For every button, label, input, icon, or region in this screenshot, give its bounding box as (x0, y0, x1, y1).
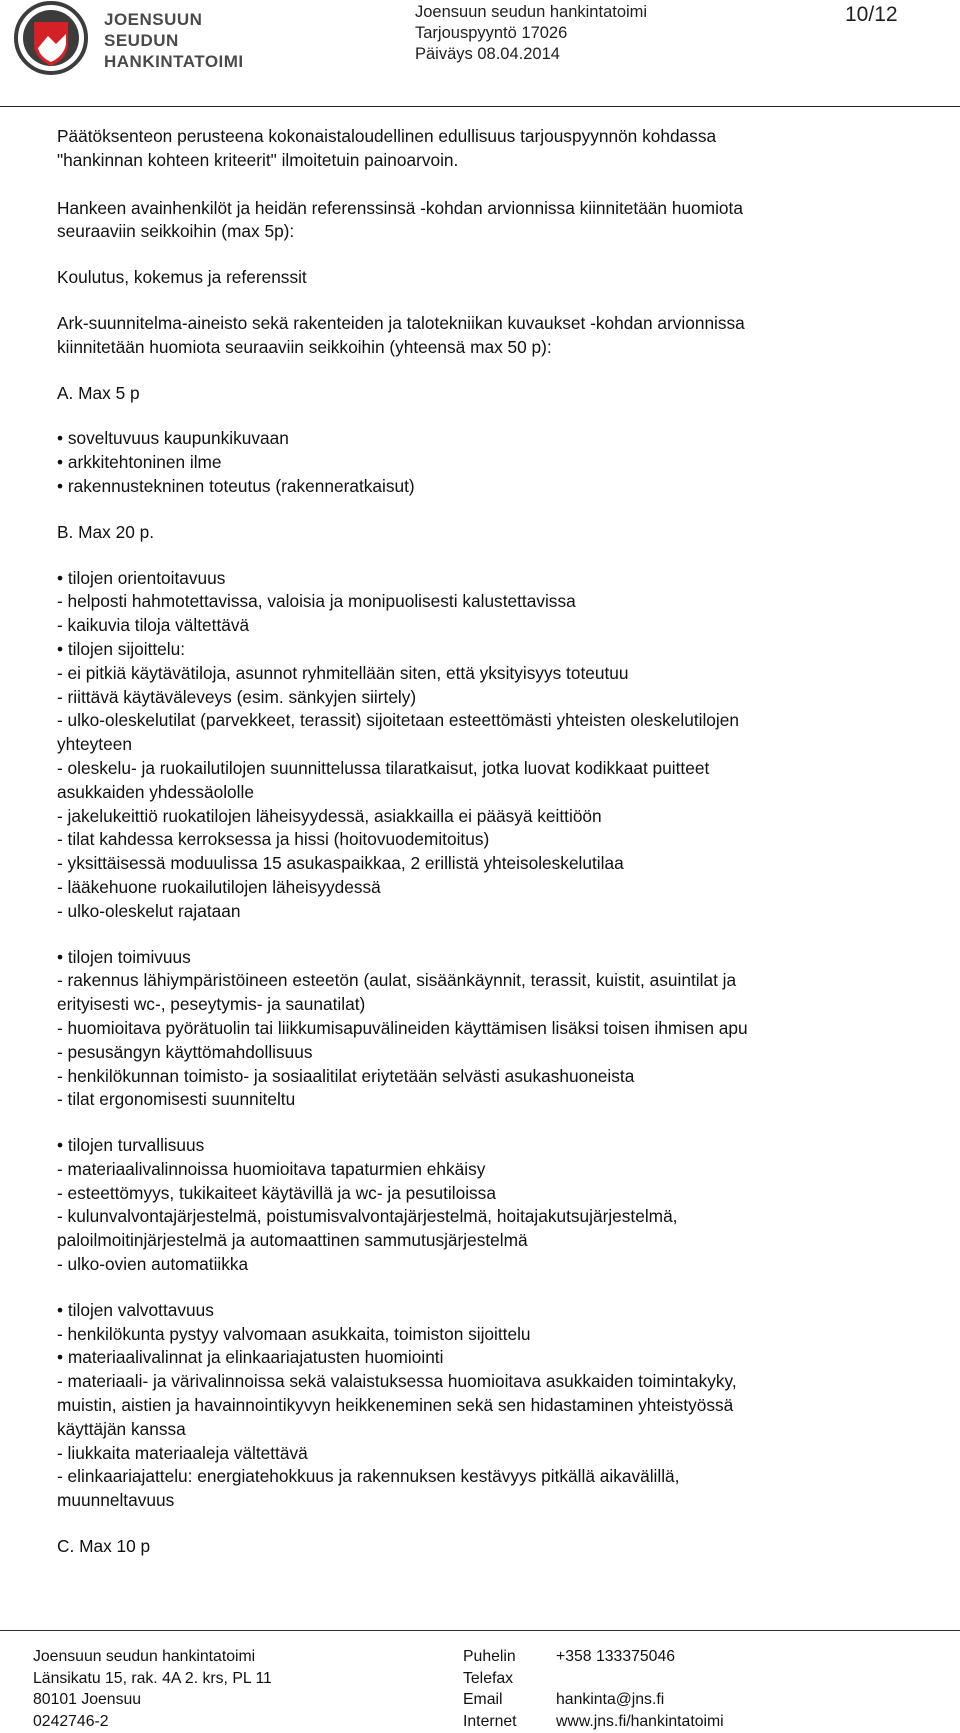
footer-divider (0, 1630, 960, 1631)
header-org: Joensuun seudun hankintatoimi (415, 3, 648, 21)
paragraph-ark-plan: Ark-suunnitelma-aineisto sekä rakenteiden ja talotekniikan kuvaukset -kohdan arvionnissa kiinnitetään huomiota seuraaviin seikkoihin (yhteensä max 50 p): (57, 312, 745, 357)
paragraph-education: Koulutus, kokemus ja referenssit (57, 267, 307, 288)
header-tender: Tarjouspyyntö 17026 (415, 24, 568, 42)
paragraph-key-persons: Hankeen avainhenkilöt ja heidän referenssinsä -kohdan arvionnissa kiinnitetään huomiota seuraaviin seikkoihin (max 5p): (57, 197, 743, 242)
section-b-orientation: • tilojen orientoitavuus - helposti hahmotettavissa, valoisia ja monipuolisesti kalustettavissa - kaikuvia tiloja vältettävä • tilojen sijoittelu: - ei pitkiä käytävätiloja, asunnot ryhmitellään siten, että yksityisyys toteutuu - riittävä käytäväleveys (esim. sänkyjen siirtely) - ulko-oleskelutilat (parvekkeet, terassit) sijoitetaan esteettömästi yhteisten oleskelutilojen yhteyteen - oleskelu- ja ruokailutilojen suunnittelussa tilaratkaisut, jotka luovat kodikkaat puitteet asukkaiden yhdessäololle - jakelukeittiö ruokatilojen läheisyydessä, asiakkailla ei pääsyä keittiöön - tilat kahdessa kerroksessa ja hissi (hoitovuodemitoitus) - yksittäisessä moduulissa 15 asukaspaikkaa, 2 erillistä yhteisoleskelutilaa - lääkehuone ruokailutilojen läheisyydessä - ulko-oleskelut rajataan (57, 567, 739, 921)
footer-address-line: Länsikatu 15, rak. 4A 2. krs, PL 11 (33, 1669, 272, 1687)
organization-logo (12, 0, 244, 78)
section-b-functionality: • tilojen toimivuus - rakennus lähiympäristöineen esteetön (aulat, sisäänkäynnit, terassit, kuistit, asuintilat ja erityisesti wc-, peseytymis- ja saunatilat) - huomioitava pyörätuolin tai liikkumisapuvälineiden käyttämisen lisäksi toisen ihmisen apu - pesusängyn käyttömahdollisuus - henkilökunnan toimisto- ja sosiaalitilat eriytetään selvästi asukashuoneista - tilat ergonomisesti suunniteltu (57, 946, 748, 1110)
footer-label-fax: Telefax (463, 1669, 514, 1687)
footer-address-line: 80101 Joensuu (33, 1691, 142, 1709)
logo-emblem-icon (12, 0, 92, 78)
page-number: 10/12 (845, 3, 898, 26)
footer-contact-labels (463, 1646, 517, 1733)
footer-label-email: Email (463, 1691, 503, 1709)
section-b-safety: • tilojen turvallisuus - materiaalivalinnoissa huomioitava tapaturmien ehkäisy - esteettömyys, tukikaiteet käytävillä ja wc- ja pesutiloissa - kulunvalvontajärjestelmä, poistumisvalvontajärjestelmä, hoitajakutsujärjestelmä, paloilmoitinjärjestelmä ja automaattinen sammutusjärjestelmä - ulko-ovien automatiikka (57, 1135, 678, 1275)
section-b-title: B. Max 20 p. (57, 521, 155, 542)
header-divider (0, 106, 960, 107)
section-a-title: A. Max 5 p (57, 382, 140, 403)
footer-label-internet: Internet (463, 1713, 517, 1731)
header-info (415, 2, 647, 65)
footer-fax-value (556, 1668, 724, 1690)
header-date: Päiväys 08.04.2014 (415, 45, 560, 63)
footer-phone-value: +358 133375046 (556, 1648, 676, 1665)
footer-label-phone: Puhelin (463, 1648, 516, 1665)
logo-line-2: SEUDUN (104, 31, 179, 50)
section-a-list: • soveltuvuus kaupunkikuvaan • arkkitehtoninen ilme • rakennustekninen toteutus (rakenneratkaisut) (57, 428, 415, 496)
paragraph-decision-basis: Päätöksenteon perusteena kokonaistaloudellinen edullisuus tarjouspyynnön kohdassa "hankinnan kohteen kriteerit" ilmoitetuin painoarvoin. (57, 126, 717, 170)
logo-line-1: JOENSUUN (104, 10, 203, 29)
footer-address-line: Joensuun seudun hankintatoimi (33, 1648, 256, 1665)
footer-address-line: 0242746-2 (33, 1713, 109, 1731)
section-c-title: C. Max 10 p (57, 1536, 151, 1557)
logo-wordmark (104, 9, 244, 72)
section-b-supervision: • tilojen valvottavuus - henkilökunta pystyy valvomaan asukkaita, toimiston sijoittelu • materiaalivalinnat ja elinkaariajatusten huomiointi - materiaali- ja värivalinnoissa sekä valaistuksessa huomioitava asukkaiden toimintakyky, muistin, aistien ja havainnointikyvyn heikkeneminen sekä sen hidastaminen yhteistyössä käyttäjän kanssa - liukkaita materiaaleja vältettävä - elinkaariajattelu: energiatehokkuus ja rakennuksen kestävyys pitkällä aikavälillä, muunneltavuus (57, 1299, 737, 1511)
page-header (0, 0, 960, 108)
footer-address (33, 1646, 272, 1733)
footer-contact-values (556, 1646, 724, 1733)
document-body (57, 125, 937, 1559)
logo-line-3: HANKINTATOIMI (104, 52, 244, 71)
footer-website-link[interactable]: www.jns.fi/hankintatoimi (556, 1713, 724, 1731)
footer-email-link[interactable]: hankinta@jns.fi (556, 1691, 665, 1709)
